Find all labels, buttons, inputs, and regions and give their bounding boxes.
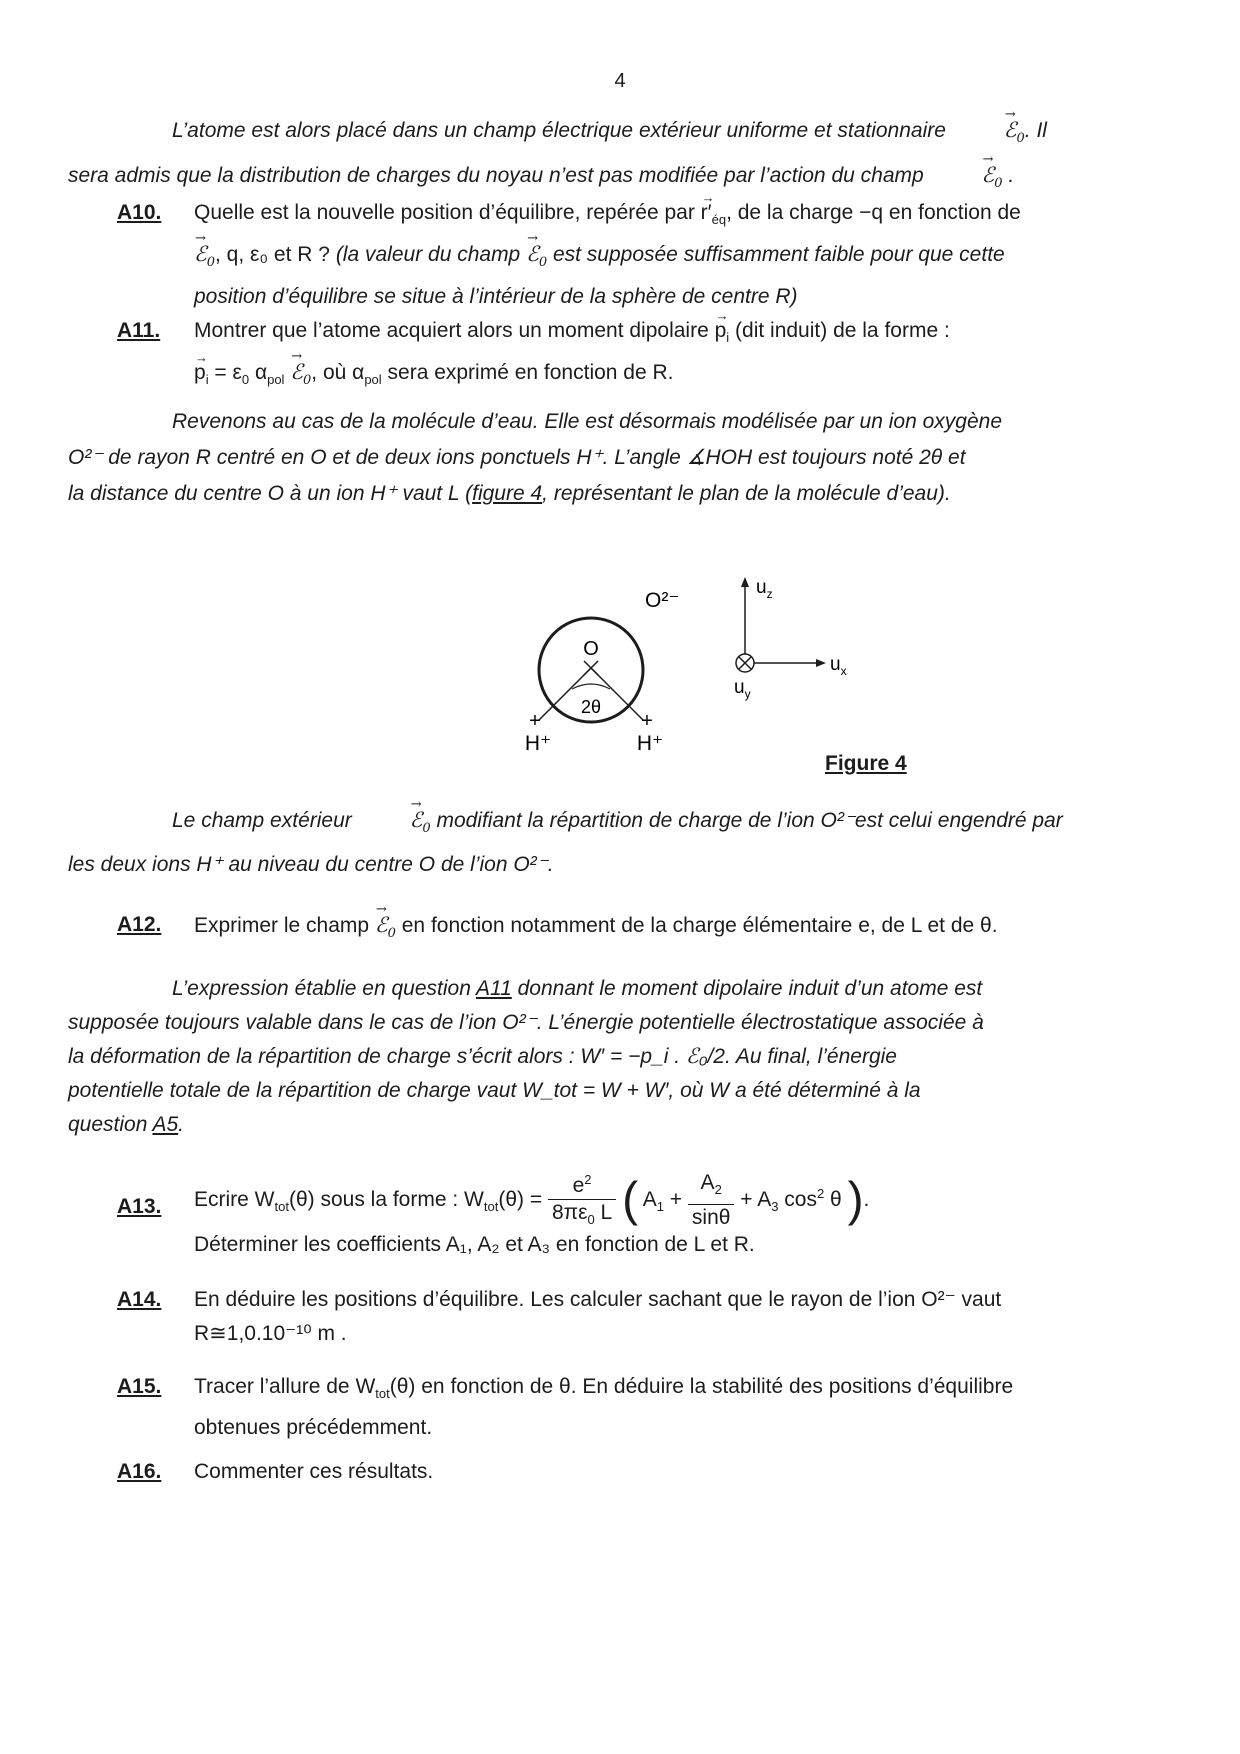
question-a10 (117, 196, 1137, 309)
a10-text-a: Quelle est la nouvelle position d’équilibre, repérée par (194, 201, 695, 224)
question-a12 (117, 908, 1137, 944)
axis-x-arrow-icon (816, 659, 826, 667)
intro-line1: L’atome est alors placé dans un champ électrique extérieur uniforme et stationnaire (172, 119, 946, 142)
question-body (194, 908, 1134, 951)
a14-line1: En déduire les positions d’équilibre. Les calculer sachant que le rayon de l’ion O²⁻ vaut (194, 1288, 1002, 1311)
question-label: A14. (117, 1288, 162, 1311)
axis-z-arrow-icon (741, 577, 749, 587)
question-body (194, 1370, 1134, 1445)
plus-left: + (529, 710, 541, 732)
figure-4-link[interactable]: figure 4 (472, 482, 543, 505)
field-line1b: modifiant la répartition de charge de l’ion O²⁻est celui engendré par (436, 809, 1063, 832)
field-paragraph (68, 802, 1130, 883)
a15-line2: obtenues précédemment. (194, 1416, 433, 1440)
field-symbol: → ℰ$_0$ (952, 112, 1025, 157)
label-uy: $u_y$ (734, 677, 751, 701)
question-label: A15. (117, 1375, 162, 1398)
figure-title: Figure 4 (825, 752, 907, 775)
figure-4-diagram (500, 575, 900, 760)
a15-text-a: Tracer l’allure de (194, 1375, 350, 1398)
question-label: A13. (117, 1195, 162, 1218)
question-body (194, 1160, 1134, 1262)
a10-italic-c: position d’équilibre se situe à l’intérieur de la sphère de centre R) (194, 285, 798, 309)
energy-line5a: question (68, 1113, 148, 1136)
a13-formula-line: Ecrire $W_{tot}(\theta)$ sous la forme : $W_{tot}(\theta)$ = $\frac{e^2}{8\pi\varepsilon_0 L}$ ( $A_1$ + $\frac{A_2}{\sin\theta}$ + $A_3$ $\cos^2 \theta$ ). (194, 1160, 1134, 1228)
water-line1: Revenons au cas de la molécule d’eau. Elle est désormais modélisée par un ion oxygène (172, 410, 1002, 433)
label-H-right: H⁺ (636, 732, 664, 755)
a10-italic-b: est supposée suffisamment faible pour que cette (552, 243, 1005, 267)
a12-text-a: Exprimer le champ (194, 914, 370, 937)
label-O2: O²⁻ (645, 589, 680, 612)
energy-line2: supposée toujours valable dans le cas de l’ion O²⁻. L’énergie potentielle électrostatique associée à (68, 1011, 984, 1034)
question-body (194, 196, 1134, 314)
question-label: A12. (117, 913, 162, 936)
plus-right: + (641, 710, 653, 732)
energy-line4: potentielle totale de la répartition de charge vaut W_tot = W + W′, où W a été déterminé à la (68, 1079, 921, 1102)
field-symbol: → ℰ$_0$ (375, 908, 396, 951)
energy-line1b: donnant le moment dipolaire induit d’un atome est (517, 977, 983, 1000)
energy-line1a: L’expression établie en question (172, 977, 471, 1000)
field-line1a: Le champ extérieur (172, 809, 352, 832)
question-a15 (117, 1370, 1137, 1440)
field-line2: les deux ions H⁺ au niveau du centre O de l’ion O²⁻. (68, 853, 554, 877)
fraction-prefactor: $\frac{e^2}{8\pi\varepsilon_0 L}$ (548, 1167, 616, 1233)
question-a13 (117, 1160, 1137, 1270)
a10-text-c: , q, ε₀ et R ? (215, 243, 330, 267)
a13-text-b: sous la forme : (320, 1188, 459, 1211)
label-ux: $u_x$ (830, 654, 847, 678)
angle-arc (572, 684, 610, 689)
question-label: A16. (117, 1460, 162, 1483)
label-O: O (583, 638, 599, 660)
field-symbol: → ℰ$_0$ (930, 157, 1003, 202)
water-paragraph (68, 404, 1130, 512)
question-body: Montrer que l’atome acquiert alors un moment dipolaire → $p_i$ (dit induit) de la forme : → $p_i = \varepsilon_0$ $\alpha_{pol}$ → ℰ$_0$, où $\alpha_{pol}$ sera exprimé en fonction de R. (194, 314, 1134, 398)
a11-formula: → $p_i = \varepsilon_0$ $\alpha_{pol}$ → ℰ$_0$ (194, 361, 311, 384)
intro-paragraph: L’atome est alors placé dans un champ électrique extérieur uniforme et stationnaire → ℰ$_0$. Il sera admis que la distribution de charges du noyau n’est pas modifiée par l’action du champ → ℰ$_0$ . (120, 112, 1130, 202)
a10-text-b: , de la charge −q en fonction de (726, 201, 1021, 224)
a12-text-b: en fonction notamment de la charge élémentaire e, de L et de θ. (401, 914, 998, 937)
field-symbol: → ℰ$_0$ (194, 237, 215, 280)
question-label: A11. (117, 319, 161, 342)
a11-text-c: , où (311, 361, 347, 385)
question-a16 (117, 1455, 1137, 1491)
a16-text: Commenter ces résultats. (194, 1460, 434, 1483)
a11-link[interactable]: A11 (475, 977, 512, 1000)
label-H-left: H⁺ (524, 732, 552, 755)
page-number: 4 (614, 70, 626, 92)
energy-paragraph (68, 972, 1130, 1142)
dipole-symbol: → $p_i$ (715, 314, 730, 355)
water-line3b: , représentant le plan de la molécule d’eau). (542, 482, 951, 505)
a13-text-a: Ecrire (194, 1188, 249, 1211)
label-uz: $u_z$ (756, 577, 773, 601)
question-a14 (117, 1283, 1137, 1353)
field-symbol: → ℰ$_0$ (358, 802, 431, 847)
a15-text-b: en fonction de θ. En déduire la stabilité des positions d’équilibre (421, 1375, 1014, 1398)
question-body (194, 1283, 1134, 1351)
a5-link[interactable]: A5 (152, 1113, 179, 1136)
water-line3a: la distance du centre O à un ion H⁺ vaut L ( (68, 482, 473, 505)
label-angle: 2θ (580, 697, 602, 717)
question-body (194, 1455, 1134, 1489)
water-line2: O²⁻ de rayon R centré en O et de deux ions ponctuels H⁺. L’angle ∡HOH est toujours noté 2θ et (68, 446, 966, 469)
question-label: A10. (117, 201, 162, 224)
r-eq-symbol: → $r'_{éq}$ (701, 196, 726, 237)
intro-line1-end: . Il (1024, 119, 1047, 142)
energy-line3: la déformation de la répartition de charge s’écrit alors : W′ = −p_i . ℰ₀/2. Au final, l’énergie (68, 1045, 897, 1068)
energy-line5b: . (178, 1113, 184, 1136)
a10-italic-a: (la valeur du champ (335, 243, 521, 267)
fraction-a2: $\frac{A_2}{\sin\theta}$ (688, 1170, 735, 1230)
a15-line1: Tracer l’allure de $W_{tot}(\theta)$ en fonction de θ. En déduire la stabilité des positions d’équilibre (194, 1375, 1014, 1402)
question-a11 (117, 314, 1137, 394)
intro-line2: sera admis que la distribution de charges du noyau n’est pas modifiée par l’action du champ (68, 164, 924, 188)
a11-text-a: Montrer que l’atome acquiert alors un moment dipolaire (194, 319, 709, 342)
field-symbol: → ℰ$_0$ (526, 237, 547, 280)
a13-line2: Déterminer les coefficients A₁, A₂ et A₃ en fonction de L et R. (194, 1233, 755, 1256)
a11-text-d: sera exprimé en fonction de R. (387, 361, 674, 385)
a11-text-b: (dit induit) de la forme : (735, 319, 950, 342)
a14-line2: R≅1,0.10⁻¹⁰ m . (194, 1322, 347, 1345)
